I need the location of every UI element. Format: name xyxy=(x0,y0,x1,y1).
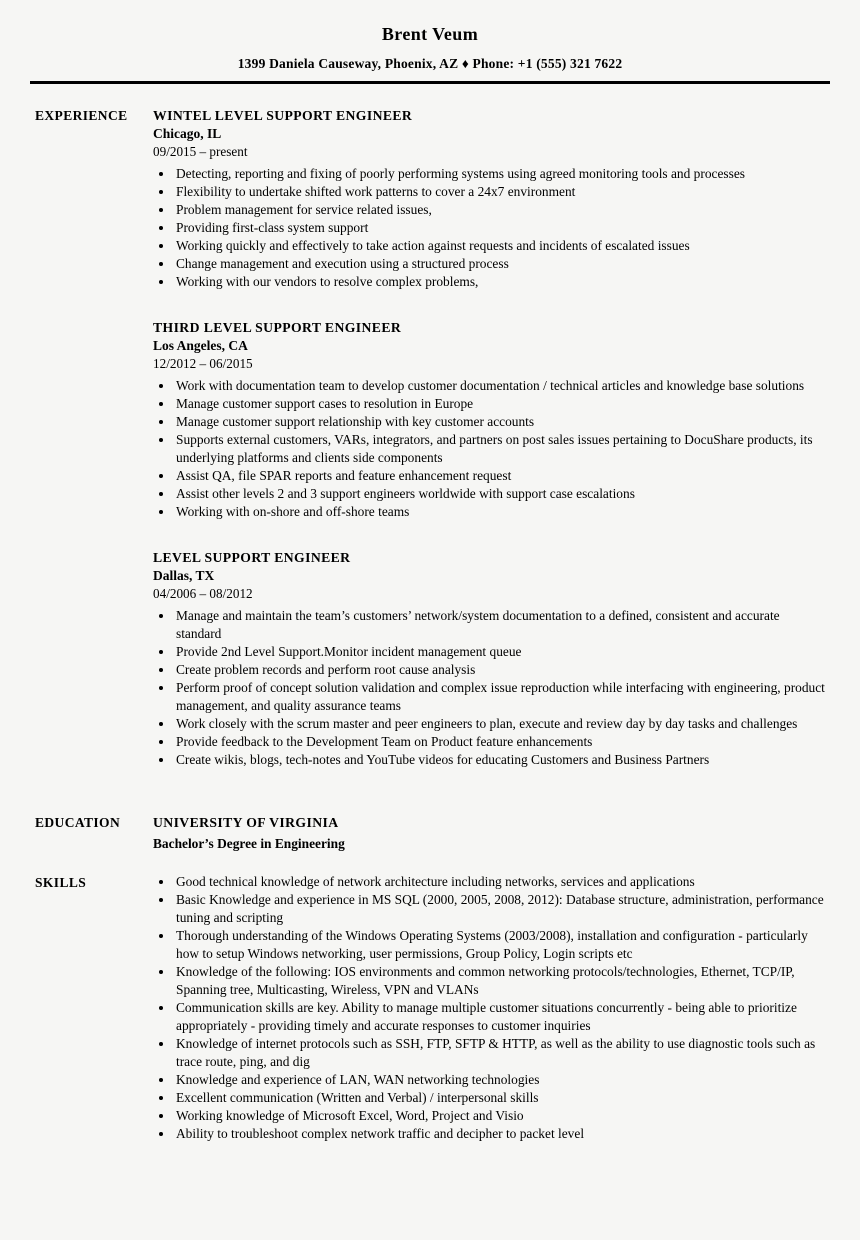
education-school: UNIVERSITY OF VIRGINIA xyxy=(153,815,339,830)
skills-content xyxy=(153,873,830,1143)
bullet-item: • Manage and maintain the team’s customers’ network/system documentation to a defined, consistent and accurate standard xyxy=(174,607,828,643)
skills-section xyxy=(30,873,830,1143)
bullet-item: • Manage customer support cases to resolution in Europe xyxy=(174,395,828,413)
section-label-education: EDUCATION xyxy=(35,815,121,830)
bullet-item: • Basic Knowledge and experience in MS SQL (2000, 2005, 2008, 2012): Database structure, administration, performance tuning and scripting xyxy=(174,891,828,927)
bullet-item: • Knowledge of the following: IOS environments and common networking protocols/technologies, Ethernet, TCP/IP, Spanning tree, Multicasting, Wireless, VPN and VLANs xyxy=(174,963,828,999)
job-bullet-list xyxy=(153,165,828,291)
experience-content xyxy=(153,106,830,769)
bullet-item: • Thorough understanding of the Windows Operating Systems (2003/2008), installation and configuration - particularly how to setup Windows networking, user permissions, Group Policy, Login scripts etc xyxy=(174,927,828,963)
bullet-item: • Provide feedback to the Development Team on Product feature enhancements xyxy=(174,733,828,751)
bullet-item: • Communication skills are key. Ability to manage multiple customer situations concurrently - being able to prioritize appropriately - providing timely and accurate responses to customer inquiries xyxy=(174,999,828,1035)
education-degree: Bachelor’s Degree in Engineering xyxy=(153,836,345,851)
job-location: Dallas, TX xyxy=(153,568,215,583)
job-title: LEVEL SUPPORT ENGINEER xyxy=(153,550,351,565)
bullet-item: • Detecting, reporting and fixing of poorly performing systems using agreed monitoring tools and processes xyxy=(174,165,828,183)
bullet-item: • Ability to troubleshoot complex network traffic and decipher to packet level xyxy=(174,1125,828,1143)
bullet-item: • Assist QA, file SPAR reports and feature enhancement request xyxy=(174,467,828,485)
bullet-item: • Provide 2nd Level Support.Monitor incident management queue xyxy=(174,643,828,661)
resume-header xyxy=(30,24,830,84)
bullet-item: • Create problem records and perform root cause analysis xyxy=(174,661,828,679)
experience-section xyxy=(30,106,830,769)
bullet-item: • Work closely with the scrum master and peer engineers to plan, execute and review day by day tasks and challenges xyxy=(174,715,828,733)
bullet-item: • Create wikis, blogs, tech-notes and YouTube videos for educating Customers and Business Partners xyxy=(174,751,828,769)
bullet-item: • Providing first-class system support xyxy=(174,219,828,237)
bullet-item: • Working with on-shore and off-shore teams xyxy=(174,503,828,521)
bullet-item: • Working knowledge of Microsoft Excel, Word, Project and Visio xyxy=(174,1107,828,1125)
job-bullet-list xyxy=(153,377,828,521)
education-content xyxy=(153,813,830,853)
job-entry-3 xyxy=(153,548,828,769)
header-divider xyxy=(30,81,830,84)
job-title: THIRD LEVEL SUPPORT ENGINEER xyxy=(153,320,402,335)
bullet-item: • Flexibility to undertake shifted work patterns to cover a 24x7 environment xyxy=(174,183,828,201)
bullet-item: • Excellent communication (Written and Verbal) / interpersonal skills xyxy=(174,1089,828,1107)
job-dates: 04/2006 – 08/2012 xyxy=(153,586,253,601)
job-title: WINTEL LEVEL SUPPORT ENGINEER xyxy=(153,108,413,123)
section-label-experience: EXPERIENCE xyxy=(35,108,128,123)
bullet-item: • Perform proof of concept solution validation and complex issue reproduction while interfacing with engineering, product management, and quality assurance teams xyxy=(174,679,828,715)
job-location: Chicago, IL xyxy=(153,126,222,141)
job-entry-2 xyxy=(153,318,828,521)
contact-line: 1399 Daniela Causeway, Phoenix, AZ ♦ Phone: +1 (555) 321 7622 xyxy=(237,56,623,71)
bullet-item: • Working with our vendors to resolve complex problems, xyxy=(174,273,828,291)
job-bullet-list xyxy=(153,607,828,769)
bullet-item: • Knowledge and experience of LAN, WAN networking technologies xyxy=(174,1071,828,1089)
skills-bullet-list xyxy=(153,873,828,1143)
section-label-skills: SKILLS xyxy=(35,875,87,890)
education-section xyxy=(30,813,830,853)
bullet-item: • Good technical knowledge of network architecture including networks, services and applications xyxy=(174,873,828,891)
bullet-item: • Manage customer support relationship with key customer accounts xyxy=(174,413,828,431)
job-location: Los Angeles, CA xyxy=(153,338,248,353)
page-title: Brent Veum xyxy=(381,24,479,44)
bullet-item: • Assist other levels 2 and 3 support engineers worldwide with support case escalations xyxy=(174,485,828,503)
job-entry-1 xyxy=(153,106,828,291)
bullet-item: • Knowledge of internet protocols such as SSH, FTP, SFTP & HTTP, as well as the ability to use diagnostic tools such as trace route, ping, and dig xyxy=(174,1035,828,1071)
job-dates: 12/2012 – 06/2015 xyxy=(153,356,253,371)
bullet-item: • Change management and execution using a structured process xyxy=(174,255,828,273)
bullet-item: • Work with documentation team to develop customer documentation / technical articles and knowledge base solutions xyxy=(174,377,828,395)
bullet-item: • Problem management for service related issues, xyxy=(174,201,828,219)
bullet-item: • Supports external customers, VARs, integrators, and partners on post sales issues pertaining to DocuShare products, its underlying platforms and clients side components xyxy=(174,431,828,467)
job-dates: 09/2015 – present xyxy=(153,144,248,159)
bullet-item: • Working quickly and effectively to take action against requests and incidents of escalated issues xyxy=(174,237,828,255)
